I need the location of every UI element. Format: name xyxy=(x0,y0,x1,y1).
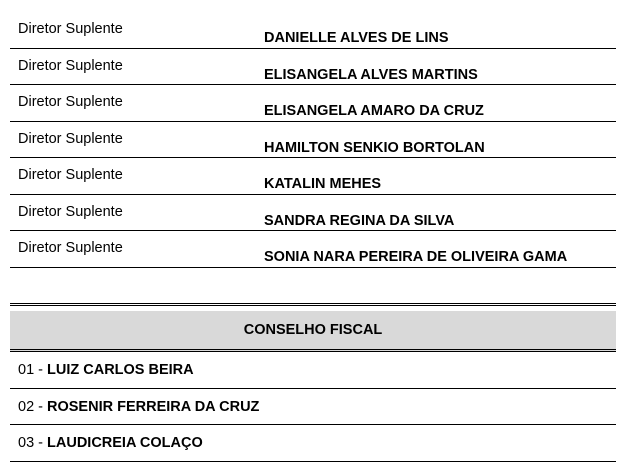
member-name: LAUDICREIA COLAÇO xyxy=(47,435,203,451)
director-name: DANIELLE ALVES DE LINS xyxy=(264,30,449,46)
director-row xyxy=(10,195,616,232)
fiscal-council-section xyxy=(10,303,616,462)
director-name: ELISANGELA AMARO DA CRUZ xyxy=(264,103,484,119)
fiscal-member-row xyxy=(10,389,616,426)
director-row xyxy=(10,85,616,122)
director-role: Diretor Suplente xyxy=(18,94,123,110)
member-number: 02 - xyxy=(18,398,48,415)
fiscal-member-row xyxy=(10,425,616,462)
director-row xyxy=(10,231,616,268)
director-role: Diretor Suplente xyxy=(18,240,123,256)
director-name: HAMILTON SENKIO BORTOLAN xyxy=(264,139,485,156)
director-name: SONIA NARA PEREIRA DE OLIVEIRA GAMA xyxy=(264,249,568,265)
director-name: KATALIN MEHES xyxy=(264,176,382,192)
director-role: Diretor Suplente xyxy=(18,57,123,74)
director-name: ELISANGELA ALVES MARTINS xyxy=(264,66,478,83)
member-name: LUIZ CARLOS BEIRA xyxy=(47,362,194,378)
director-row xyxy=(10,158,616,195)
director-name: SANDRA REGINA DA SILVA xyxy=(264,212,455,229)
director-row xyxy=(10,12,616,49)
director-role: Diretor Suplente xyxy=(18,130,123,147)
fiscal-member-row xyxy=(10,352,616,389)
director-row xyxy=(10,49,616,86)
fiscal-council-heading: CONSELHO FISCAL xyxy=(10,311,616,352)
director-role: Diretor Suplente xyxy=(18,203,123,220)
director-row xyxy=(10,122,616,159)
member-name: ROSENIR FERREIRA DA CRUZ xyxy=(47,398,260,415)
member-number: 01 - xyxy=(18,362,48,378)
section-divider xyxy=(10,303,616,309)
member-number: 03 - xyxy=(18,435,48,451)
director-role: Diretor Suplente xyxy=(18,167,123,183)
directors-table xyxy=(10,12,616,268)
director-role: Diretor Suplente xyxy=(18,21,123,37)
